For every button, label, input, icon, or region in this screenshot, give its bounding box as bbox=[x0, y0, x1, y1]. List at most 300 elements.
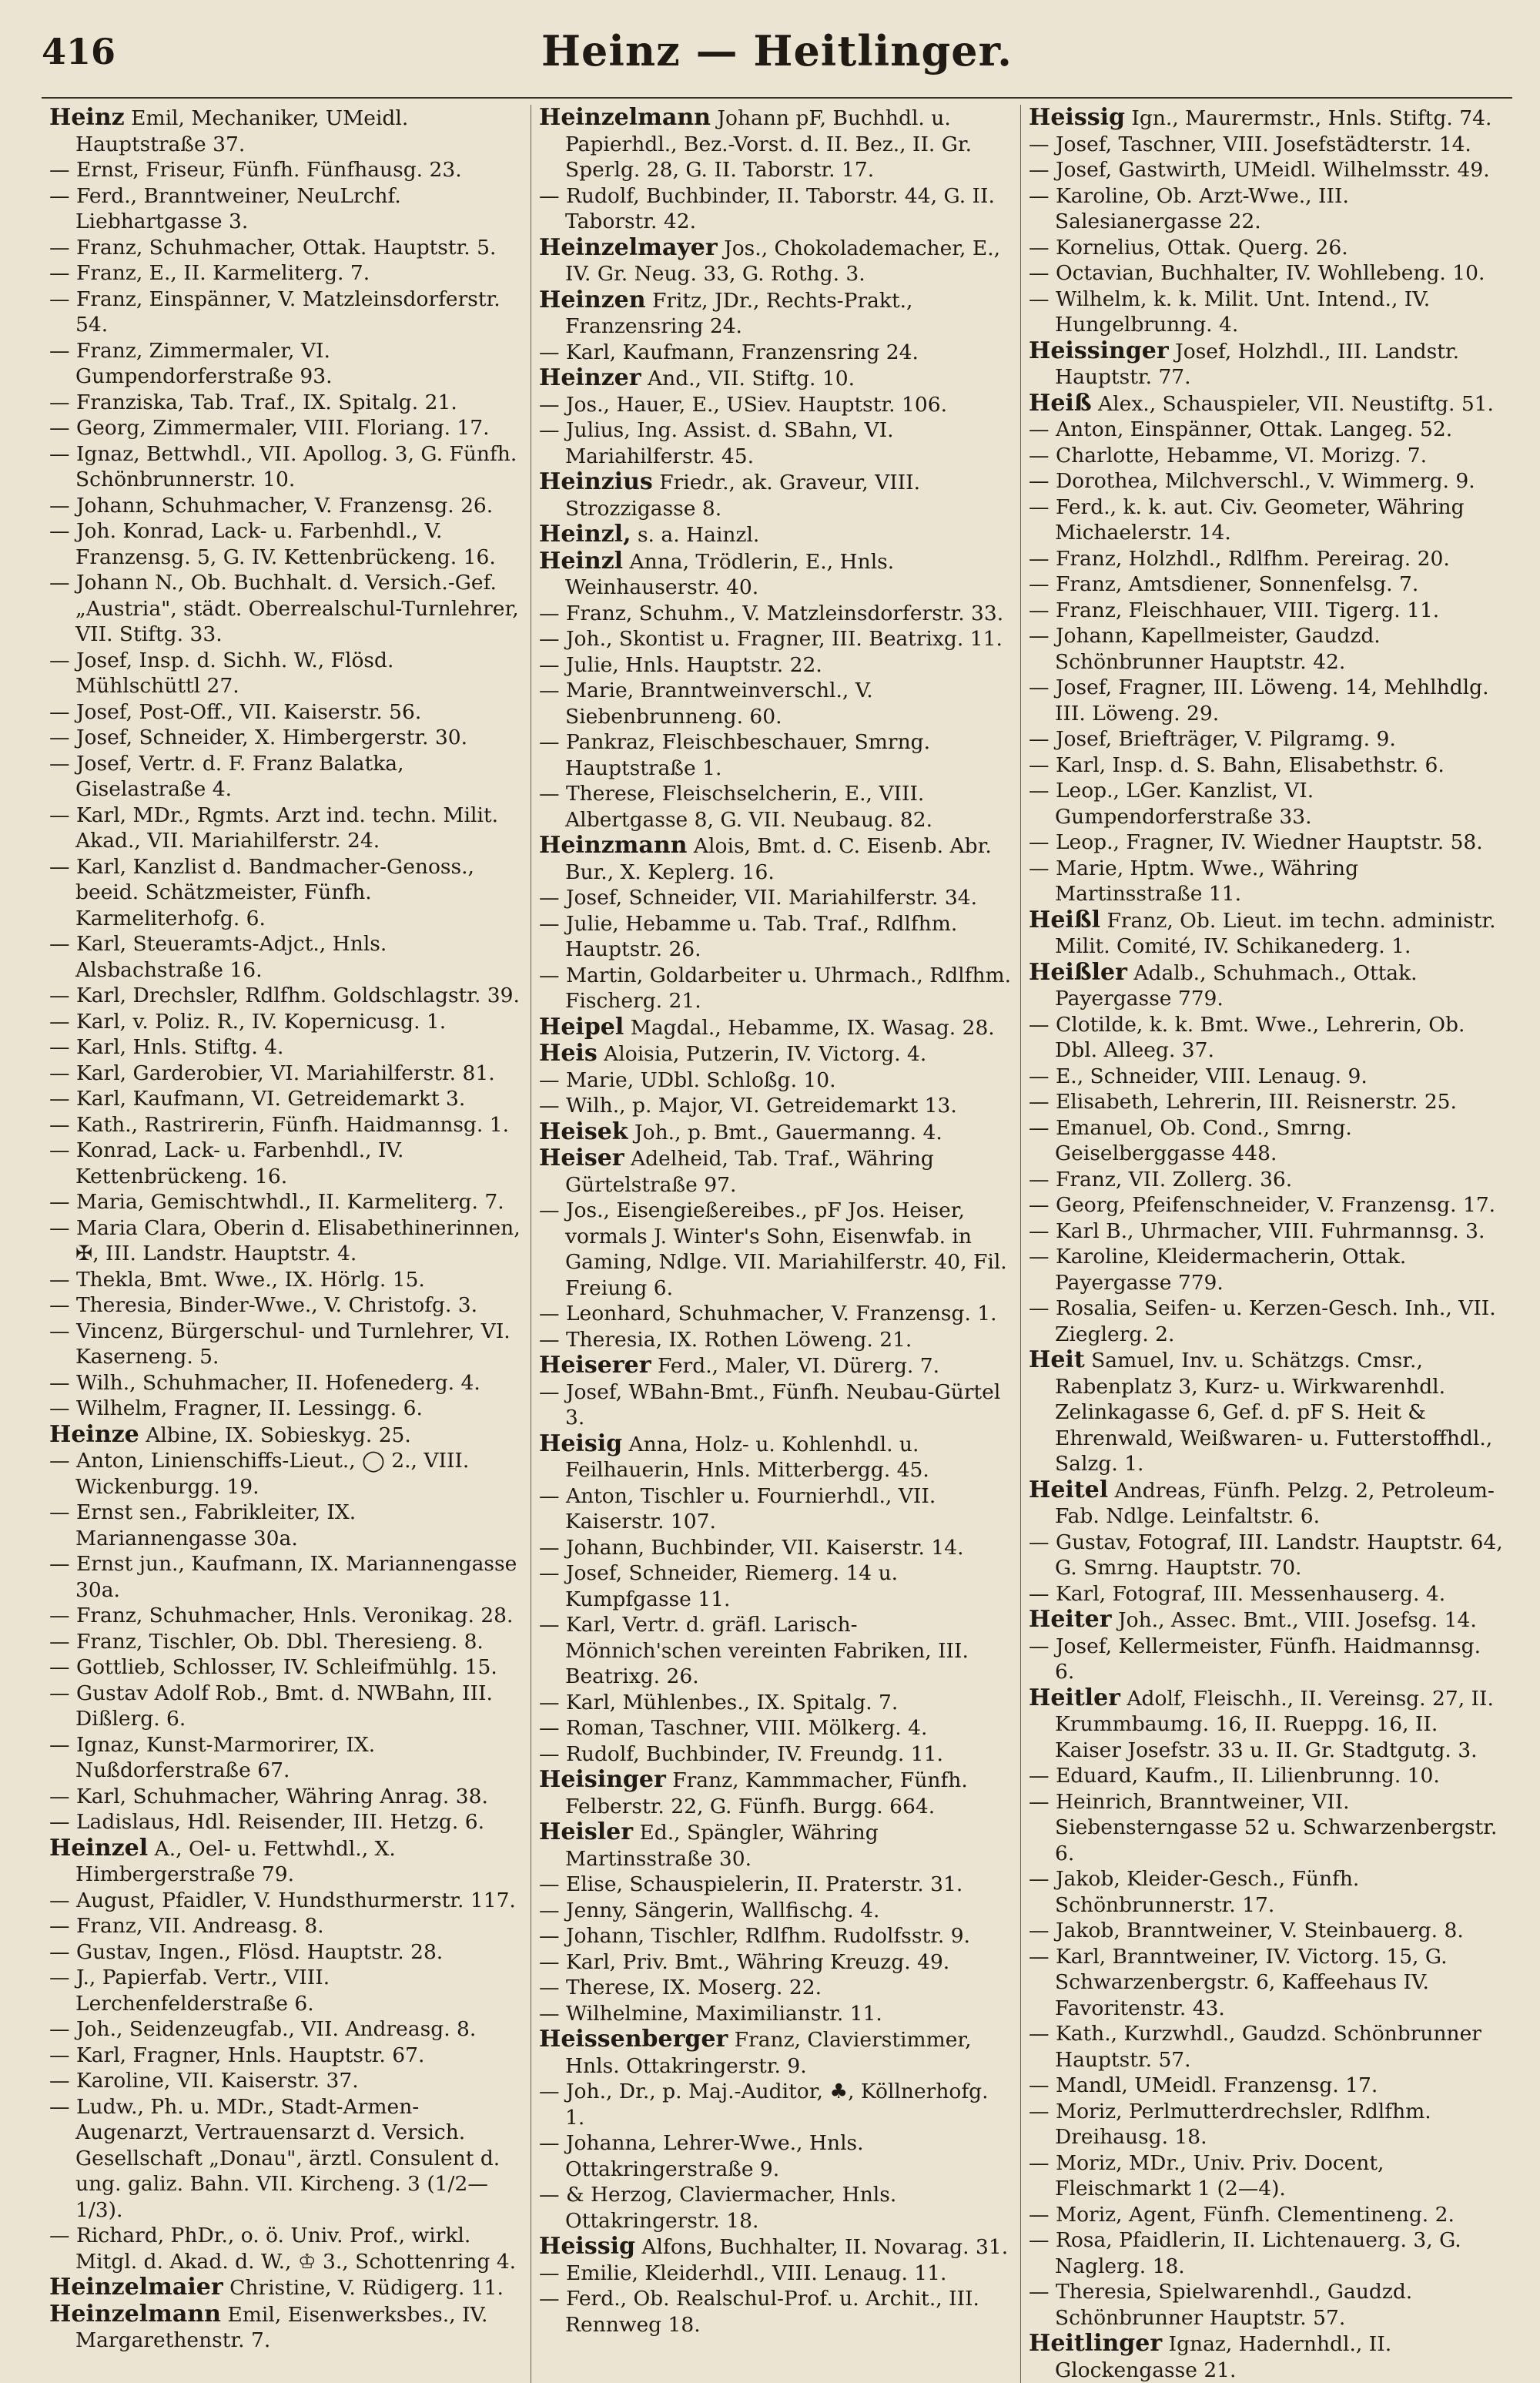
entry-text: E., Schneider, VIII. Lenaug. 9. bbox=[1055, 1064, 1368, 1088]
ditto-dash: — bbox=[49, 1319, 76, 1343]
entry-text: Adelheid, Tab. Traf., Währing Gürtelstraße 97. bbox=[565, 1147, 934, 1197]
entry-text: Joh., Skontist u. Fragner, III. Beatrixg. 11. bbox=[565, 627, 1003, 651]
ditto-dash: — bbox=[49, 2224, 76, 2247]
entry-text: Karl B., Uhrmacher, VIII. Fuhrmannsg. 3. bbox=[1055, 1218, 1485, 1243]
entry-text: Anton, Linienschiffs-Lieut., ◯ 2., VIII. Wickenburgg. 19. bbox=[75, 1449, 470, 1499]
ditto-dash: — bbox=[539, 1327, 566, 1352]
ditto-dash: — bbox=[49, 1500, 76, 1524]
directory-entry bbox=[1029, 856, 1503, 907]
directory-entry bbox=[1029, 1244, 1503, 1295]
entry-text: Josef, Post-Off., VII. Kaiserstr. 56. bbox=[75, 699, 422, 724]
entry-text: Georg, Zimmermaler, VIII. Floriang. 17. bbox=[75, 416, 490, 440]
surname-heading: Heisler bbox=[539, 1818, 634, 1845]
directory-entry bbox=[539, 1612, 1013, 1690]
directory-entry bbox=[1029, 2021, 1503, 2073]
entry-text: Leop., LGer. Kanzlist, VI. Gumpendorferstraße 33. bbox=[1055, 779, 1314, 829]
ditto-dash: — bbox=[539, 1976, 566, 1999]
entry-text: Kath., Kurzwhdl., Gaudzd. Schönbrunner Hauptstr. 57. bbox=[1055, 2022, 1481, 2072]
entry-text: Ferd., Branntweiner, NeuLrchf. Liebhartgasse 3. bbox=[75, 183, 401, 233]
directory-entry bbox=[49, 235, 523, 261]
entry-text: Karl, Kanzlist d. Bandmacher-Genoss., beeid. Schätzmeister, Fünfh. Karmeliterhofg. 6. bbox=[75, 854, 474, 930]
directory-entry bbox=[539, 1352, 1013, 1379]
ditto-dash: — bbox=[49, 1190, 76, 1214]
entry-text: Gustav, Fotograf, III. Landstr. Hauptstr. 64, G. Smrng. Hauptstr. 70. bbox=[1055, 1530, 1503, 1580]
directory-entry bbox=[539, 1431, 1013, 1483]
ditto-dash: — bbox=[49, 1449, 76, 1473]
entry-text: Wilhelm, Fragner, II. Lessingg. 6. bbox=[75, 1396, 423, 1420]
directory-entry bbox=[1029, 235, 1503, 261]
ditto-dash: — bbox=[49, 699, 76, 724]
surname-heading: Heinzelmaier bbox=[49, 2274, 223, 2301]
entry-text: Ed., Spängler, Währing Martinsstraße 30. bbox=[565, 1821, 879, 1871]
entry-text: Theresia, Spielwarenhdl., Gaudzd. Schönbrunner Hauptstr. 57. bbox=[1055, 2280, 1413, 2330]
ditto-dash: — bbox=[539, 183, 566, 208]
directory-entry bbox=[539, 2079, 1013, 2130]
ditto-dash: — bbox=[1029, 1296, 1056, 1320]
directory-entry bbox=[49, 287, 523, 338]
surname-heading: Heinzen bbox=[539, 286, 646, 313]
entry-text: Jos., Hauer, E., USiev. Hauptstr. 106. bbox=[565, 392, 948, 417]
ditto-dash: — bbox=[539, 2261, 566, 2285]
ditto-dash: — bbox=[49, 1604, 76, 1627]
entry-text: Ladislaus, Hdl. Reisender, III. Hetzg. 6. bbox=[75, 1810, 485, 1834]
directory-entry bbox=[49, 1138, 523, 1189]
ditto-dash: — bbox=[1029, 2202, 1056, 2227]
entry-text: Karoline, Kleidermacherin, Ottak. Payergasse 779. bbox=[1055, 1245, 1407, 1295]
directory-entry bbox=[539, 1819, 1013, 1872]
ditto-dash: — bbox=[1029, 469, 1056, 493]
ditto-dash: — bbox=[539, 2183, 566, 2207]
directory-entry bbox=[49, 931, 523, 983]
surname-heading: Heinzelmann bbox=[539, 105, 711, 131]
surname-heading: Heissinger bbox=[1029, 337, 1169, 364]
page-title: Heinz — Heitlinger. bbox=[541, 26, 1013, 75]
directory-entry bbox=[539, 1041, 1013, 1067]
entry-text: Joh., Assec. Bmt., VIII. Josefsg. 14. bbox=[1111, 1608, 1477, 1632]
entry-text: August, Pfaidler, V. Hundsthurmerstr. 117. bbox=[75, 1888, 516, 1912]
ditto-dash: — bbox=[49, 1655, 76, 1679]
entry-text: Adalb., Schuhmach., Ottak. Payergasse 779. bbox=[1055, 960, 1418, 1011]
entry-text: Joh., Dr., p. Maj.-Auditor, ♣, Köllnerhofg. 1. bbox=[565, 2080, 989, 2130]
entry-text: Aloisia, Putzerin, IV. Victorg. 4. bbox=[597, 1042, 927, 1066]
directory-entry bbox=[49, 1603, 523, 1629]
directory-entry bbox=[539, 235, 1013, 287]
ditto-dash: — bbox=[49, 726, 76, 749]
entry-text: Georg, Pfeifenschneider, V. Franzensg. 17. bbox=[1055, 1193, 1496, 1217]
surname-heading: Heitler bbox=[1029, 1684, 1120, 1711]
directory-entry bbox=[539, 963, 1013, 1014]
directory-entry bbox=[539, 1014, 1013, 1041]
surname-heading: Heiß bbox=[1029, 389, 1092, 417]
directory-entry bbox=[539, 652, 1013, 679]
entry-text: Franziska, Tab. Traf., IX. Spitalg. 21. bbox=[75, 390, 457, 414]
entry-text: Heinrich, Branntweiner, VII. Siebensterngasse 52 u. Schwarzenbergstr. 6. bbox=[1055, 1789, 1498, 1865]
surname-heading: Heissig bbox=[1029, 105, 1125, 131]
directory-entry bbox=[49, 648, 523, 699]
ditto-dash: — bbox=[1029, 2150, 1056, 2175]
ditto-dash: — bbox=[49, 1293, 76, 1317]
directory-entry bbox=[1029, 2227, 1503, 2279]
ditto-dash: — bbox=[539, 911, 566, 936]
directory-entry bbox=[1029, 1347, 1503, 1477]
entry-text: Karl, Kaufmann, VI. Getreidemarkt 3. bbox=[75, 1087, 466, 1111]
ditto-dash: — bbox=[1029, 1245, 1056, 1269]
ditto-dash: — bbox=[539, 627, 566, 651]
entry-text: Karl, Drechsler, Rdlfhm. Goldschlagstr. 39. bbox=[75, 984, 520, 1007]
directory-entry bbox=[1029, 443, 1503, 469]
ditto-dash: — bbox=[49, 1267, 76, 1292]
ditto-dash: — bbox=[49, 1087, 76, 1111]
directory-entry bbox=[539, 1483, 1013, 1535]
directory-columns bbox=[42, 105, 1512, 2383]
entry-text: Franz, Holzhdl., Rdlfhm. Pereirag. 20. bbox=[1055, 546, 1450, 571]
entry-text: Julie, Hebamme u. Tab. Traf., Rdlfhm. Hauptstr. 26. bbox=[565, 911, 958, 961]
directory-entry bbox=[1029, 1115, 1503, 1167]
surname-heading: Heinzelmann bbox=[49, 2300, 221, 2328]
directory-entry bbox=[1029, 1295, 1503, 1347]
ditto-dash: — bbox=[49, 2069, 76, 2093]
entry-text: Emil, Mechaniker, UMeidl. Hauptstraße 37. bbox=[75, 106, 409, 156]
entry-text: Elise, Schauspielerin, II. Praterstr. 31. bbox=[565, 1872, 963, 1896]
directory-entry bbox=[49, 105, 523, 157]
directory-entry bbox=[539, 183, 1013, 235]
entry-text: Maria Clara, Oberin d. Elisabethinerinnen, ✠, III. Landstr. Hauptstr. 4. bbox=[75, 1215, 521, 1265]
entry-text: Franz, Clavierstimmer, Hnls. Ottakringerstr. 9. bbox=[565, 2028, 972, 2078]
directory-entry bbox=[49, 725, 523, 751]
surname-heading: Heinzmann bbox=[539, 832, 688, 859]
directory-entry bbox=[49, 390, 523, 416]
entry-text: Ferd., k. k. aut. Civ. Geometer, Währing Michaelerstr. 14. bbox=[1055, 494, 1465, 545]
ditto-dash: — bbox=[49, 1966, 76, 1989]
entry-text: Rosa, Pfaidlerin, II. Lichtenauerg. 3, G. Naglerg. 18. bbox=[1055, 2228, 1461, 2278]
directory-entry bbox=[1029, 1581, 1503, 1607]
entry-text: Alex., Schauspieler, VII. Neustiftg. 51. bbox=[1091, 391, 1494, 416]
entry-text: Wilh., p. Major, VI. Getreidemarkt 13. bbox=[565, 1094, 957, 1118]
entry-text: Maria, Gemischtwhdl., II. Karmeliterg. 7. bbox=[75, 1190, 504, 1214]
directory-entry bbox=[1029, 598, 1503, 624]
entry-text: Franz, Schuhm., V. Matzleinsdorferstr. 33. bbox=[565, 601, 1004, 625]
entry-text: Josef, Briefträger, V. Pilgramg. 9. bbox=[1055, 727, 1396, 751]
surname-heading: Heinz bbox=[49, 105, 125, 131]
entry-text: Johann pF, Buchhdl. u. Papierhdl., Bez.-Vorst. d. II. Bez., II. Gr. Sperlg. 28, G. II. Taborstr. 17. bbox=[565, 106, 973, 182]
directory-entry bbox=[49, 183, 523, 235]
entry-text: Gustav Adolf Rob., Bmt. d. NWBahn, III. Dißlerg. 6. bbox=[75, 1681, 493, 1731]
directory-entry bbox=[49, 2223, 523, 2274]
ditto-dash: — bbox=[49, 287, 76, 311]
entry-text: Jenny, Sängerin, Wallfischg. 4. bbox=[565, 1898, 880, 1922]
entry-text: Therese, IX. Moserg. 22. bbox=[565, 1976, 822, 1999]
directory-entry bbox=[539, 2261, 1013, 2287]
directory-entry bbox=[49, 1009, 523, 1035]
entry-text: Leonhard, Schuhmacher, V. Franzensg. 1. bbox=[565, 1302, 997, 1326]
directory-entry bbox=[539, 392, 1013, 418]
ditto-dash: — bbox=[1029, 443, 1056, 468]
directory-entry bbox=[539, 1198, 1013, 1301]
column-left bbox=[42, 105, 531, 2383]
surname-heading: Heinzl, bbox=[539, 521, 631, 548]
entry-text: Dorothea, Milchverschl., V. Wimmerg. 9. bbox=[1055, 469, 1475, 493]
directory-entry bbox=[49, 1267, 523, 1293]
ditto-dash: — bbox=[1029, 2228, 1056, 2252]
entry-text: Gustav, Ingen., Flösd. Hauptstr. 28. bbox=[75, 1939, 444, 1964]
entry-text: Ferd., Ob. Realschul-Prof. u. Archit., III. Rennweg 18. bbox=[565, 2287, 979, 2337]
entry-text: Mandl, UMeidl. Franzensg. 17. bbox=[1055, 2073, 1378, 2097]
directory-entry bbox=[539, 1975, 1013, 2001]
directory-entry bbox=[1029, 1477, 1503, 1530]
ditto-dash: — bbox=[1029, 572, 1056, 596]
entry-text: A., Oel- u. Fettwhdl., X. Himbergerstraße 79. bbox=[75, 1836, 396, 1886]
entry-text: J., Papierfab. Vertr., VIII. Lerchenfelderstraße 6. bbox=[75, 1966, 330, 2016]
directory-entry bbox=[539, 521, 1013, 548]
ditto-dash: — bbox=[539, 601, 566, 625]
ditto-dash: — bbox=[539, 2001, 566, 2026]
entry-text: Theresia, Binder-Wwe., V. Christofg. 3. bbox=[75, 1293, 478, 1317]
entry-text: Clotilde, k. k. Bmt. Wwe., Lehrerin, Ob. Dbl. Alleeg. 37. bbox=[1055, 1012, 1465, 1062]
directory-entry bbox=[1029, 907, 1503, 960]
entry-text: Jakob, Branntweiner, V. Steinbauerg. 8. bbox=[1055, 1919, 1464, 1942]
directory-entry bbox=[49, 1086, 523, 1112]
directory-entry bbox=[1029, 1167, 1503, 1193]
ditto-dash: — bbox=[1029, 624, 1056, 648]
surname-heading: Heiter bbox=[1029, 1606, 1112, 1633]
ditto-dash: — bbox=[539, 1535, 566, 1560]
ditto-dash: — bbox=[539, 1872, 566, 1896]
directory-entry bbox=[49, 2068, 523, 2094]
directory-entry bbox=[539, 1067, 1013, 1094]
surname-heading: Heißler bbox=[1029, 958, 1127, 986]
ditto-dash: — bbox=[539, 1898, 566, 1922]
entry-text: Karl, MDr., Rgmts. Arzt ind. techn. Milit. Akad., VII. Mariahilferstr. 24. bbox=[75, 803, 499, 853]
directory-entry bbox=[49, 2274, 523, 2301]
directory-entry bbox=[1029, 2279, 1503, 2331]
entry-text: Leop., Fragner, IV. Wiedner Hauptstr. 58. bbox=[1055, 830, 1483, 854]
ditto-dash: — bbox=[539, 1924, 566, 1948]
entry-text: Richard, PhDr., o. ö. Univ. Prof., wirkl. Mitgl. d. Akad. d. W., ♔ 3., Schottenring 4. bbox=[75, 2224, 517, 2274]
directory-entry bbox=[539, 2130, 1013, 2182]
ditto-dash: — bbox=[49, 1939, 76, 1964]
directory-entry bbox=[1029, 571, 1503, 598]
ditto-dash: — bbox=[1029, 1090, 1056, 1114]
directory-entry bbox=[539, 729, 1013, 781]
ditto-dash: — bbox=[1029, 1919, 1056, 1942]
directory-entry bbox=[539, 287, 1013, 340]
ditto-dash: — bbox=[49, 984, 76, 1007]
ditto-dash: — bbox=[539, 2131, 566, 2155]
entry-text: Johann, Tischler, Rdlfhm. Rudolfsstr. 9. bbox=[565, 1924, 970, 1948]
directory-entry bbox=[49, 338, 523, 390]
entry-text: Gottlieb, Schlosser, IV. Schleifmühlg. 15. bbox=[75, 1655, 497, 1679]
entry-text: Ludw., Ph. u. MDr., Stadt-Armen-Augenarzt, Vertrauensarzt d. Versich. Gesellschaft „Donau", ärztl. Consulent d. ung. galiz. Bahn. VII. Kircheng. 3 (1/2—1/3). bbox=[75, 2094, 500, 2222]
entry-text: Johann, Kapellmeister, Gaudzd. Schönbrunner Hauptstr. 42. bbox=[1055, 624, 1381, 674]
entry-text: Kornelius, Ottak. Querg. 26. bbox=[1055, 235, 1348, 260]
ditto-dash: — bbox=[49, 571, 76, 595]
entry-text: Julius, Ing. Assist. d. SBahn, VI. Mariahilferstr. 45. bbox=[565, 418, 894, 468]
directory-entry bbox=[49, 1654, 523, 1681]
directory-entry bbox=[1029, 1064, 1503, 1090]
directory-entry bbox=[539, 2234, 1013, 2261]
surname-heading: Heinzer bbox=[539, 364, 641, 391]
entry-text: Jakob, Kleider-Gesch., Fünfh. Schönbrunnerstr. 17. bbox=[1055, 1867, 1360, 1917]
directory-entry bbox=[49, 1835, 523, 1888]
ditto-dash: — bbox=[539, 418, 566, 442]
entry-text: Karl, Kaufmann, Franzensring 24. bbox=[565, 340, 919, 364]
directory-entry bbox=[1029, 1685, 1503, 1764]
directory-entry bbox=[1029, 494, 1503, 546]
entry-text: Josef, WBahn-Bmt., Fünfh. Neubau-Gürtel 3. bbox=[565, 1379, 1001, 1429]
directory-entry bbox=[49, 983, 523, 1009]
surname-heading: Heinze bbox=[49, 1420, 139, 1448]
ditto-dash: — bbox=[1029, 183, 1056, 208]
entry-text: Josef, Schneider, Riemerg. 14 u. Kumpfgasse 11. bbox=[565, 1561, 899, 1611]
ditto-dash: — bbox=[539, 1094, 566, 1118]
ditto-dash: — bbox=[49, 519, 76, 543]
entry-text: Alfons, Buchhalter, II. Novarag. 31. bbox=[634, 2235, 1009, 2259]
directory-entry bbox=[49, 1551, 523, 1603]
directory-entry bbox=[539, 2182, 1013, 2234]
surname-heading: Heit bbox=[1029, 1346, 1085, 1373]
directory-entry bbox=[49, 1500, 523, 1551]
directory-entry bbox=[1029, 752, 1503, 779]
entry-text: Franz, Ob. Lieut. im techn. administr. Milit. Comité, IV. Schikanederg. 1. bbox=[1055, 908, 1496, 958]
entry-text: Franz, Schuhmacher, Ottak. Hauptstr. 5. bbox=[75, 235, 497, 260]
entry-text: Ignaz, Kunst-Marmorirer, IX. Nußdorferstraße 67. bbox=[75, 1732, 376, 1782]
entry-text: Theresia, IX. Rothen Löweng. 21. bbox=[565, 1327, 912, 1352]
entry-text: Alois, Bmt. d. C. Eisenb. Abr. Bur., X. Keplerg. 16. bbox=[565, 834, 992, 884]
directory-entry bbox=[1029, 417, 1503, 443]
directory-entry bbox=[1029, 1218, 1503, 1245]
ditto-dash: — bbox=[49, 1112, 76, 1137]
ditto-dash: — bbox=[1029, 1530, 1056, 1554]
entry-text: Charlotte, Hebamme, VI. Morizg. 7. bbox=[1055, 443, 1428, 468]
entry-text: Karoline, Ob. Arzt-Wwe., III. Salesianergasse 22. bbox=[1055, 183, 1349, 233]
directory-entry bbox=[49, 260, 523, 287]
directory-entry bbox=[1029, 726, 1503, 752]
entry-text: And., VII. Stiftg. 10. bbox=[641, 367, 855, 390]
directory-entry bbox=[1029, 183, 1503, 235]
entry-text: Jos., Eisengießereibes., pF Jos. Heiser, vormals J. Winter's Sohn, Eisenwfab. in Gaming, Ndlge. VII. Mariahilferstr. 40, Fil. Freiung 6. bbox=[565, 1198, 1007, 1300]
entry-text: Ernst, Friseur, Fünfh. Fünfhausg. 23. bbox=[75, 158, 462, 182]
directory-entry bbox=[49, 1888, 523, 1914]
ditto-dash: — bbox=[539, 730, 566, 754]
entry-text: Anton, Einspänner, Ottak. Langeg. 52. bbox=[1055, 417, 1453, 441]
directory-entry bbox=[49, 2016, 523, 2043]
entry-text: Friedr., ak. Graveur, VIII. Strozzigasse 8. bbox=[565, 471, 921, 521]
directory-entry bbox=[49, 1913, 523, 1939]
directory-entry bbox=[1029, 2202, 1503, 2228]
directory-entry bbox=[1029, 1944, 1503, 2022]
entry-text: Karl, Schuhmacher, Währing Anrag. 38. bbox=[75, 1784, 488, 1808]
ditto-dash: — bbox=[1029, 132, 1056, 156]
ditto-dash: — bbox=[1029, 1218, 1056, 1243]
directory-entry bbox=[539, 911, 1013, 963]
page-number: 416 bbox=[42, 31, 116, 72]
ditto-dash: — bbox=[49, 751, 76, 776]
ditto-dash: — bbox=[49, 441, 76, 466]
directory-entry bbox=[49, 1422, 523, 1449]
entry-text: Elisabeth, Lehrerin, III. Reisnerstr. 25. bbox=[1055, 1090, 1457, 1114]
ditto-dash: — bbox=[1029, 417, 1056, 441]
entry-text: Johann, Buchbinder, VII. Kaiserstr. 14. bbox=[565, 1535, 964, 1560]
entry-text: Josef, Schneider, X. Himbergerstr. 30. bbox=[75, 726, 468, 749]
ditto-dash: — bbox=[539, 1613, 566, 1637]
entry-text: Eduard, Kaufm., II. Lilienbrunng. 10. bbox=[1055, 1764, 1440, 1788]
ditto-dash: — bbox=[49, 854, 76, 879]
directory-entry bbox=[49, 441, 523, 493]
directory-entry bbox=[539, 1872, 1013, 1898]
ditto-dash: — bbox=[49, 1138, 76, 1162]
entry-text: Franz, Zimmermaler, VI. Gumpendorferstraße 93. bbox=[75, 338, 333, 388]
ditto-dash: — bbox=[1029, 546, 1056, 571]
entry-text: Karl, Garderobier, VI. Mariahilferstr. 81. bbox=[75, 1061, 495, 1085]
directory-entry bbox=[1029, 105, 1503, 132]
entry-text: Therese, Fleischselcherin, E., VIII. Albertgasse 8, G. VII. Neubaug. 82. bbox=[565, 782, 933, 832]
directory-entry bbox=[49, 1061, 523, 1087]
entry-text: Joh. Konrad, Lack- u. Farbenhdl., V. Franzensg. 5, G. IV. Kettenbrückeng. 16. bbox=[75, 519, 496, 569]
directory-entry bbox=[1029, 132, 1503, 158]
ditto-dash: — bbox=[1029, 727, 1056, 751]
directory-entry bbox=[49, 1215, 523, 1267]
entry-text: Adolf, Fleischh., II. Vereinsg. 27, II. Krummbaumg. 16, II. Rueppg. 16, II. Kaiser Josefstr. 33 u. II. Gr. Stadtgutg. 3. bbox=[1055, 1686, 1494, 1762]
directory-entry bbox=[1029, 1763, 1503, 1789]
entry-text: Fritz, JDr., Rechts-Prakt., Franzensring 24. bbox=[565, 288, 913, 338]
directory-entry bbox=[49, 1034, 523, 1061]
entry-text: Ferd., Maler, VI. Dürerg. 7. bbox=[651, 1354, 940, 1378]
surname-heading: Heis bbox=[539, 1040, 598, 1067]
directory-entry bbox=[539, 885, 1013, 911]
ditto-dash: — bbox=[539, 1949, 566, 1974]
surname-heading: Heitlinger bbox=[1029, 2330, 1163, 2357]
entry-text: Anna, Holz- u. Kohlenhdl. u. Feilhauerin, Hnls. Mitterbergg. 45. bbox=[565, 1432, 929, 1482]
ditto-dash: — bbox=[49, 2017, 76, 2041]
ditto-dash: — bbox=[539, 1483, 566, 1508]
directory-entry bbox=[49, 854, 523, 932]
ditto-dash: — bbox=[1029, 1581, 1056, 1606]
column-middle bbox=[531, 105, 1021, 2383]
ditto-dash: — bbox=[539, 1741, 566, 1766]
directory-entry bbox=[539, 1715, 1013, 1741]
directory-entry bbox=[1029, 778, 1503, 830]
ditto-dash: — bbox=[49, 803, 76, 827]
ditto-dash: — bbox=[539, 1690, 566, 1714]
entry-text: Josef, Gastwirth, UMeidl. Wilhelmsstr. 49. bbox=[1055, 158, 1490, 182]
ditto-dash: — bbox=[539, 1716, 566, 1740]
ditto-dash: — bbox=[49, 1061, 76, 1085]
entry-text: Franz, Kammmacher, Fünfh. Felberstr. 22, G. Fünfh. Burgg. 664. bbox=[565, 1768, 968, 1818]
directory-entry bbox=[1029, 1530, 1503, 1581]
surname-heading: Heipel bbox=[539, 1013, 624, 1041]
ditto-dash: — bbox=[1029, 1944, 1056, 1969]
surname-heading: Heisig bbox=[539, 1429, 623, 1457]
directory-entry bbox=[1029, 157, 1503, 183]
entry-text: Karl, Steueramts-Adjct., Hnls. Alsbachstraße 16. bbox=[75, 932, 387, 982]
ditto-dash: — bbox=[539, 963, 566, 987]
entry-text: Samuel, Inv. u. Schätzgs. Cmsr., Rabenplatz 3, Kurz- u. Wirkwarenhdl. Zelinkagasse 6, Gef. d. pF S. Heit & Ehrenwald, Weißwaren- u. Futterstoffhdl., Salzg. 1. bbox=[1055, 1349, 1493, 1476]
entry-text: Karl, Branntweiner, IV. Victorg. 15, G. Schwarzenbergstr. 6, Kaffeehaus IV. Favoritenstr. 43. bbox=[1055, 1944, 1448, 2020]
directory-entry bbox=[539, 1949, 1013, 1976]
directory-entry bbox=[49, 1681, 523, 1732]
entry-text: Johann, Schuhmacher, V. Franzensg. 26. bbox=[75, 493, 494, 518]
ditto-dash: — bbox=[1029, 2073, 1056, 2097]
surname-heading: Heinzl bbox=[539, 547, 624, 575]
surname-heading: Heißl bbox=[1029, 906, 1101, 933]
ditto-dash: — bbox=[49, 1009, 76, 1034]
directory-entry bbox=[1029, 260, 1503, 287]
surname-heading: Heiserer bbox=[539, 1352, 651, 1379]
ditto-dash: — bbox=[539, 1561, 566, 1585]
directory-entry bbox=[49, 1732, 523, 1784]
ditto-dash: — bbox=[1029, 1064, 1056, 1088]
entry-text: Pankraz, Fleischbeschauer, Smrng. Hauptstraße 1. bbox=[565, 730, 931, 780]
